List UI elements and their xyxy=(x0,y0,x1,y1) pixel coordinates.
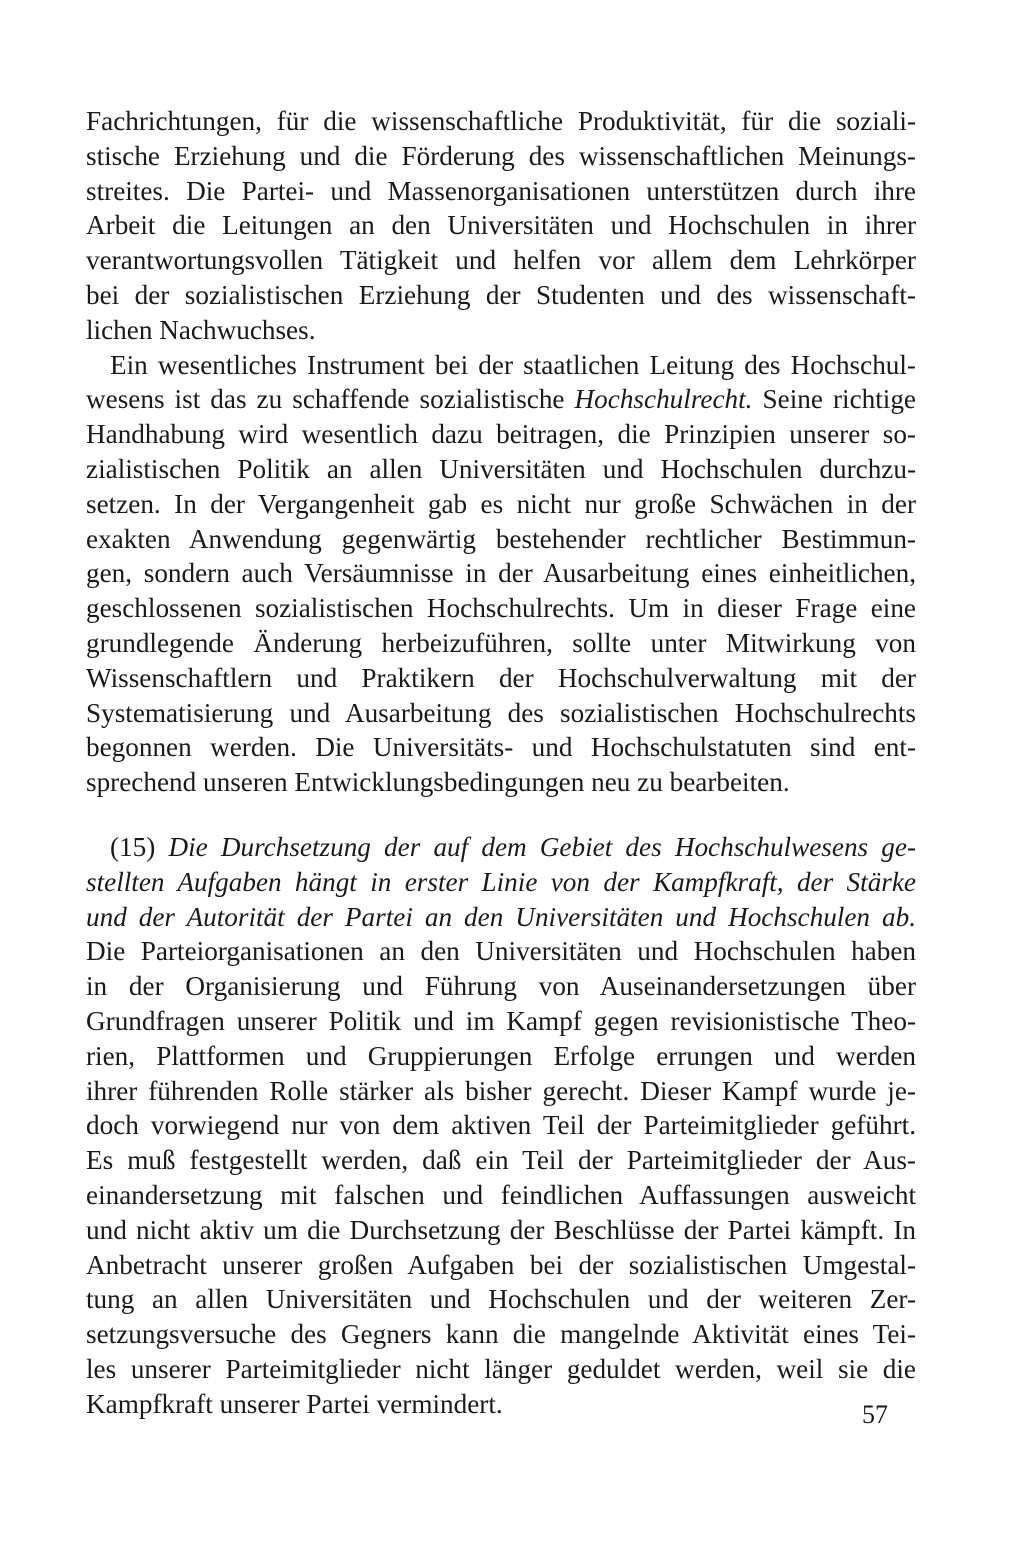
paragraph-1 xyxy=(86,104,916,348)
text-line: gen, sondern auch Versäumnisse in der Ausarbeitung eines einheitlichen, xyxy=(86,558,916,589)
text-line: setzungsversuche des Gegners kann die mangelnde Aktivität eines Tei- xyxy=(86,1319,916,1350)
section-number: (15) xyxy=(110,831,156,862)
text-column xyxy=(86,104,916,1421)
text-line: geschlossenen sozialistischen Hochschulrechts. Um in dieser Frage eine xyxy=(86,593,916,624)
text-line: einandersetzung mit falschen und feindlichen Auffassungen ausweicht xyxy=(86,1179,916,1210)
text-line: Anbetracht unserer großen Aufgaben bei der sozialistischen Umgestal- xyxy=(86,1249,916,1280)
text-line: bei der sozialistischen Erziehung der Studenten und des wissenschaft- xyxy=(86,279,916,310)
text-line: Systematisierung und Ausarbeitung des sozialistischen Hochschulrechts xyxy=(86,697,916,728)
text-line: Ein wesentliches Instrument bei der staatlichen Leitung des Hochschul- xyxy=(110,349,916,380)
text-line: in der Organisierung und Führung von Auseinandersetzungen über xyxy=(86,971,916,1002)
text-line: rien, Plattformen und Gruppierungen Erfolge errungen und werden xyxy=(86,1040,916,1071)
text-line: Es muß festgestellt werden, daß ein Teil der Parteimitglieder der Aus- xyxy=(86,1145,916,1176)
page-number: 57 xyxy=(862,1400,888,1429)
emphasis-text: Die Durchsetzung der auf dem Gebiet des Hochschulwesens ge- xyxy=(155,831,916,862)
text-line: setzen. In der Vergangenheit gab es nicht nur große Schwächen in der xyxy=(86,488,916,519)
text-line xyxy=(86,382,916,417)
text-line: exakten Anwendung gegenwärtig bestehender rechtlicher Bestimmun- xyxy=(86,523,916,554)
text-line: les unserer Parteimitglieder nicht länger geduldet werden, weil sie die xyxy=(86,1353,916,1384)
text-line: und nicht aktiv um die Durchsetzung der Beschlüsse der Partei kämpft. In xyxy=(86,1214,916,1245)
emphasis-hochschulrecht: Hochschulrecht. xyxy=(574,384,753,415)
text-line: verantwortungsvollen Tätigkeit und helfen vor allem dem Lehrkörper xyxy=(86,245,916,276)
text-line: grundlegende Änderung herbeizuführen, sollte unter Mitwirkung von xyxy=(86,627,916,658)
text-line: Arbeit die Leitungen an den Universitäten und Hochschulen in ihrer xyxy=(86,210,916,241)
text-segment: wesens ist das zu schaffende sozialistische xyxy=(86,384,575,415)
text-line: Kampfkraft unserer Partei vermindert. xyxy=(86,1388,503,1419)
text-line xyxy=(86,830,916,865)
paragraph-2 xyxy=(86,348,916,800)
text-segment: Seine richtige xyxy=(752,384,916,415)
text-line: streites. Die Partei- und Massenorganisationen unterstützen durch ihre xyxy=(86,175,916,206)
text-line: begonnen werden. Die Universitäts- und Hochschulstatuten sind ent- xyxy=(86,732,916,763)
paragraph-gap xyxy=(86,800,916,830)
text-line: ihrer führenden Rolle stärker als bisher gerecht. Dieser Kampf wurde je- xyxy=(86,1075,916,1106)
text-line: zialistischen Politik an allen Universitäten und Hochschulen durchzu- xyxy=(86,453,916,484)
text-line: stische Erziehung und die Förderung des wissenschaftlichen Meinungs- xyxy=(86,140,916,171)
paragraph-3 xyxy=(86,830,916,1422)
emphasis-line: stellten Aufgaben hängt in erster Linie von der Kampfkraft, der Stärke xyxy=(86,866,916,897)
text-line: doch vorwiegend nur von dem aktiven Teil der Parteimitglieder geführt. xyxy=(86,1110,916,1141)
text-line: Wissenschaftlern und Praktikern der Hochschulverwaltung mit der xyxy=(86,662,916,693)
text-line: lichen Nachwuchses. xyxy=(86,314,316,345)
text-line: Fachrichtungen, für die wissenschaftliche Produktivität, für die soziali- xyxy=(86,106,916,136)
emphasis-line: und der Autorität der Partei an den Universitäten und Hochschulen ab. xyxy=(86,901,916,932)
text-line: Die Parteiorganisationen an den Universitäten und Hochschulen haben xyxy=(86,936,916,967)
text-line: tung an allen Universitäten und Hochschulen und der weiteren Zer- xyxy=(86,1284,916,1315)
text-line: sprechend unseren Entwicklungsbedingungen neu zu bearbeiten. xyxy=(86,767,790,798)
text-line: Grundfragen unserer Politik und im Kampf gegen revisionistische Theo- xyxy=(86,1005,916,1036)
text-line: Handhabung wird wesentlich dazu beitragen, die Prinzipien unserer so- xyxy=(86,419,916,450)
